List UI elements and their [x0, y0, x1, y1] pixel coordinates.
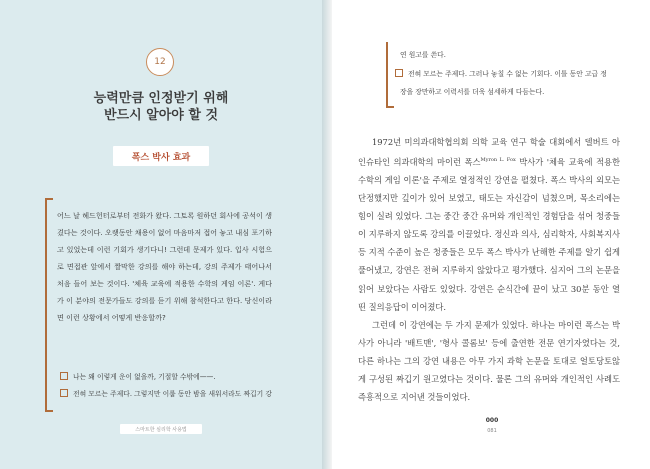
name-superscript: Myron L. Fox — [480, 157, 516, 164]
page-mark: 000 — [485, 417, 499, 424]
scenario-paragraph: 어느 날 헤드헌터로부터 전화가 왔다. 그토록 원하던 회사에 공석이 생겼다는 것이다. 오랫동안 채용이 없어 마음마저 접어 놓고 내심 포기하고 있었는데 이런 기회가 생기다니! 그런데 문제가 있다. 입사 시험으로 면접관 앞에서 짤막한 강의를 해야 하는데, 강의 주제가 태어나서 처음 들어 보는 것이다. '체육 교육에 적용한 수학의 게임 이론'. 게다가 이 분야의 전문가들도 강의를 듣기 위해 참석한다고 한다. 당신이라면 이런 상황에서 어떻게 반응할까? — [57, 211, 272, 322]
checkbox-icon — [60, 372, 68, 380]
option-text: 전혀 모르는 주제다. 그렇지만 이룹 동안 밤을 새워서라도 짜깁기 강 — [73, 390, 272, 398]
paragraph: 1972년 미의과대학협의회 의학 교육 연구 학술 대회에서 델버트 아인슈타인 의과대학의 마이런 폭스$^{Myron L. Fox}$ 박사가 '체육 교육에 적용한 수학의 게임 이론'을 주제로 열정적인 강연을 펼쳤다. 폭스 박사의 외모는 단정했지만 깊이가 있어 보였고, 태도는 자신감이 넘쳤으며, 목소리에는 힘이 실려 있었다. 그는 중간 중간 유머와 개인적인 경험담을 섞어 청중들이 지루하지 않도록 강의를 이끌었다. 정신과 의사, 심리학자, 사회복지사 등 지적 수준이 높은 청중들은 모두 폭스 박사가 난해한 주제를 알기 쉽게 풀어냈고, 강연은 전혀 지루하지 않았다고 평가했다. 심지어 그의 논문을 읽어 보았다는 사람도 있었다. 강연은 순식간에 끝이 났고 30분 동안 열띤 질의응답이 이어졌다. — [358, 137, 621, 312]
box-line: 연 원고를 쓴다. — [400, 51, 446, 59]
page-number: 081 — [487, 428, 497, 434]
book-footer: 스마트한 심리학 사용법 — [120, 424, 202, 434]
main-body — [358, 133, 620, 406]
box-corner — [386, 106, 394, 108]
book-spine — [322, 0, 332, 469]
option-text: 나는 왜 이렇게 운이 없을까, 기절할 수밖에——. — [73, 373, 216, 381]
box-corner — [45, 198, 53, 200]
chapter-title-line2: 반드시 알아야 할 것 — [103, 108, 219, 123]
option-row — [395, 68, 620, 78]
box-corner — [45, 410, 53, 412]
checkbox-icon — [395, 69, 403, 77]
concept-label: 폭스 박사 효과 — [113, 146, 209, 166]
chapter-number: 12 — [146, 48, 174, 76]
option-row — [60, 388, 275, 398]
paragraph: 그런데 이 강연에는 두 가지 문제가 있었다. 하나는 마이런 폭스는 박사가 아니라 '배트맨', '형사 콜롬보' 등에 출연한 전문 연기자였다는 것, 다른 하나는 그의 강연 내용은 아무 가지 과학 논문을 토대로 얼토당토않게 구성된 짜깁기 원고였다는 것이다. 물론 그의 유머와 개인적인 사례도 즉흥적으로 지어낸 것들이었다. — [358, 319, 620, 403]
option-row — [60, 371, 275, 381]
option-text: 전혀 모르는 주제다. 그러나 놓칠 수 없는 기회다. 이틀 동안 고급 정 — [408, 70, 607, 78]
chapter-title-line1: 능력만큼 인정받기 위해 — [93, 91, 229, 106]
checkbox-icon — [60, 389, 68, 397]
box-line: 장을 장만하고 이력서를 더욱 섬세하게 다듬는다. — [400, 88, 545, 96]
